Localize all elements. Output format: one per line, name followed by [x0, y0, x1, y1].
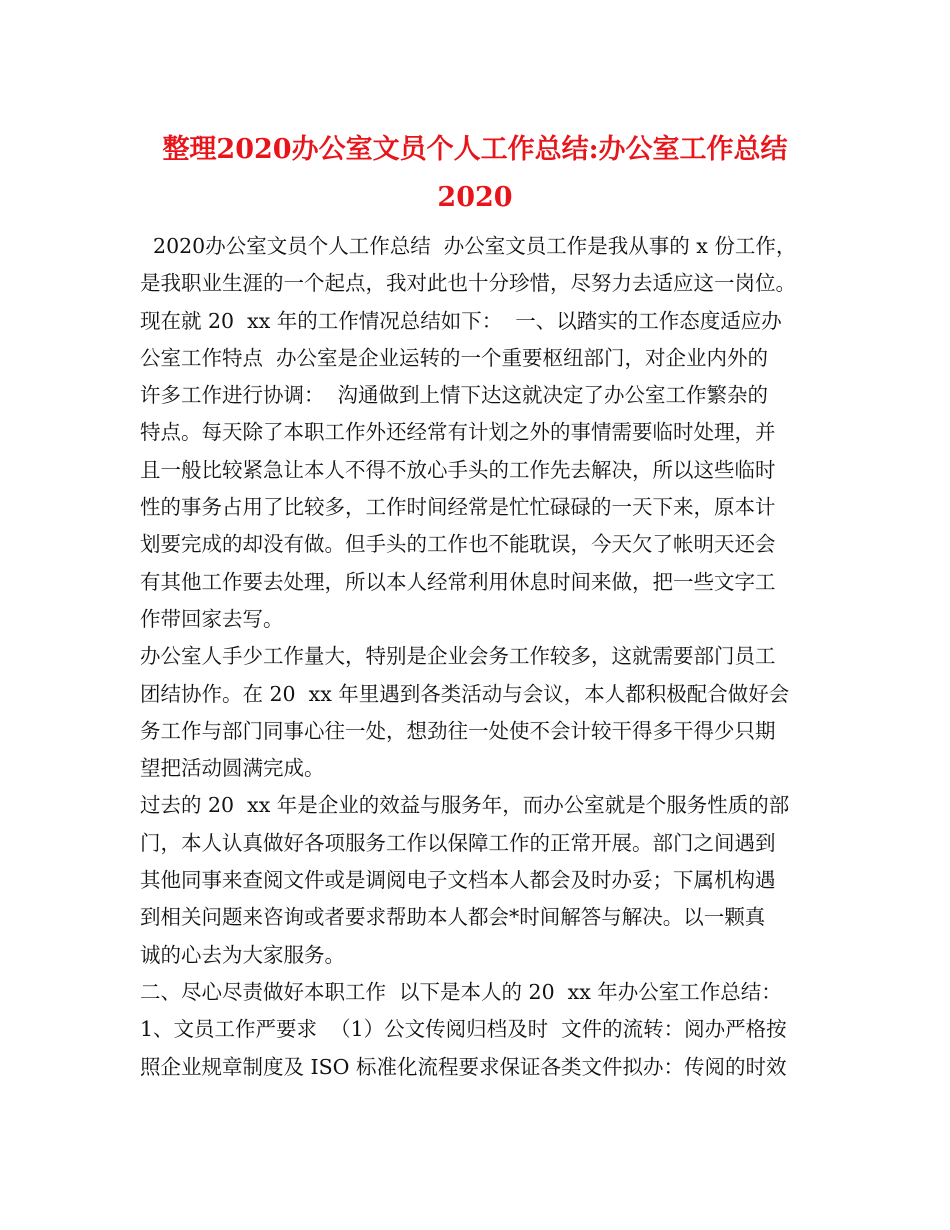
body-line: 划要完成的却没有做。但手头的工作也不能耽误，今天欠了帐明天还会 — [140, 532, 776, 557]
body-line: 望把活动圆满完成。 — [140, 756, 325, 781]
body-line: 到相关问题来咨询或者要求帮助本人都会*时间解答与解决。以一颗真 — [140, 905, 766, 930]
document-title-line-2: 2020 — [437, 182, 513, 213]
body-line: 是我职业生涯的一个起点，我对此也十分珍惜，尽努力去适应这一岗位。 — [140, 271, 796, 296]
body-line: 1、文员工作严要求 （1）公文传阅归档及时 文件的流转：阅办严格按 — [140, 1017, 787, 1042]
body-line: 门，本人认真做好各项服务工作以保障工作的正常开展。部门之间遇到 — [140, 830, 776, 855]
body-line: 许多工作进行协调： 沟通做到上情下达这就决定了办公室工作繁杂的 — [140, 383, 769, 408]
body-line: 诚的心去为大家服务。 — [140, 942, 345, 967]
body-line: 二、尽心尽责做好本职工作 以下是本人的 20 xx 年办公室工作总结： — [140, 979, 782, 1004]
body-line: 性的事务占用了比较多，工作时间经常是忙忙碌碌的一天下来，原本计 — [140, 495, 776, 520]
body-line: 特点。每天除了本职工作外还经常有计划之外的事情需要临时处理，并 — [140, 420, 776, 445]
body-line: 作带回家去写。 — [140, 606, 284, 631]
document-title-line-1: 整理2020办公室文员个人工作总结:办公室工作总结 — [162, 134, 788, 165]
body-line: 团结协作。在 20 xx 年里遇到各类活动与会议，本人都积极配合做好会 — [140, 681, 790, 706]
document-body — [140, 228, 820, 1086]
body-line: 其他同事来查阅文件或是调阅电子文档本人都会及时办妥；下属机构遇 — [140, 868, 776, 893]
body-line: 现在就 20 xx 年的工作情况总结如下： 一、以踏实的工作态度适应办 — [140, 308, 782, 333]
body-line: 办公室人手少工作量大，特别是企业会务工作较多，这就需要部门员工 — [140, 644, 776, 669]
body-line: 公室工作特点 办公室是企业运转的一个重要枢纽部门，对企业内外的 — [140, 345, 769, 370]
body-line: 务工作与部门同事心往一处，想劲往一处使不会计较干得多干得少只期 — [140, 718, 776, 743]
body-line: 有其他工作要去处理，所以本人经常利用休息时间来做，把一些文字工 — [140, 569, 776, 594]
body-line: 且一般比较紧急让本人不得不放心手头的工作先去解决，所以这些临时 — [140, 457, 776, 482]
body-line: 2020办公室文员个人工作总结 办公室文员工作是我从事的 x 份工作， — [140, 234, 797, 258]
body-line: 过去的 20 xx 年是企业的效益与服务年，而办公室就是个服务性质的部 — [140, 793, 790, 818]
body-line: 照企业规章制度及 ISO 标准化流程要求保证各类文件拟办：传阅的时效 — [140, 1054, 787, 1079]
